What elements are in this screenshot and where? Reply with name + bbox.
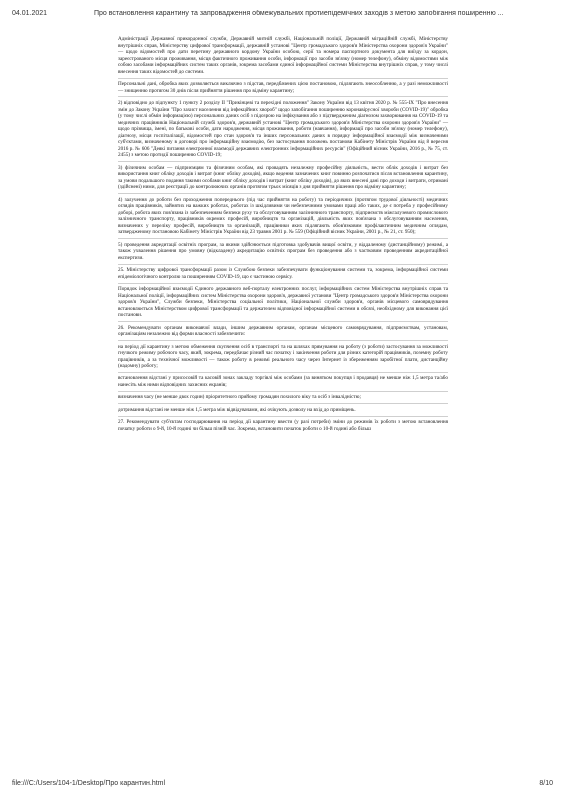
document-body <box>118 36 448 432</box>
divider <box>118 161 448 162</box>
divider <box>118 403 448 404</box>
divider <box>118 340 448 341</box>
paragraph: визначення часу (не менше двох годин) пріоритетного прийому громадян похилого віку та осіб з інвалідністю; <box>118 394 361 401</box>
paragraph: 27. Рекомендувати суб'єктам господарювання на період дії карантину ввести (у разі потреби) зміни до режимів їх роботи з метою встановлення початку роботи о 9-й, 10-й годині чи більш пізній час. Зокрема, встановити початок роботи о 10-й годині або більш <box>118 419 448 432</box>
divider <box>118 96 448 97</box>
paragraph: на період дії карантину з метою обмеження скупчення осіб в транспорті та на шляхах прямування на роботу (з роботи) застосування за можливості гнучкого режиму робочого часу, який, зокрема, передбачає різний час початку і закінчення роботи для різних категорій працівників, поземну роботу працівників, а за технічної можливості — також роботу в режимі реального часу через Інтернет із збереженням заробітної плати, дистанційну (надомну) роботу; <box>118 343 448 370</box>
divider <box>118 238 448 239</box>
paragraph: 5) проведення акредитації освітніх програм, за якими здійснюється підготовка здобувачів вищої освіти, у віддаленому (дистанційному) режимі, а також ухвалення рішення про умовну (відкладену) акредитацію освітніх програм без проведення або з частковим проведенням акредитаційної експертизи. <box>118 241 448 261</box>
paragraph: Порядок інформаційної взаємодії Єдиного державного веб-порталу електронних послуг, інформаційних систем Міністерства внутрішніх справ та Національної поліції, інформаційних систем Міністерства охорони здоров'я, державної установи "Центр громадського здоров'я Міністерства охорони здоров'я України", Служби безпеки, Міністерства соціальної політики, Національної служби здоров'я, органів місцевого самоврядування встановлюється Міністерством цифрової трансформації та держателем відповідної інформаційної системи в обсязі, необхідному для виконання цієї постанови. <box>118 286 448 319</box>
divider <box>118 78 448 79</box>
file-path: file:///C:/Users/104-1/Desktop/Про карантин.html <box>12 780 166 787</box>
page-number: 8/10 <box>539 780 553 787</box>
divider <box>118 283 448 284</box>
paragraph: Персональні дані, обробка яких дозволяється виключно з підстав, передбачених цією постановою, підлягають знеособленню, а у разі неможливості — знищенню протягом 30 днів після прийняття рішення про відміну карантину; <box>118 81 448 94</box>
print-date: 04.01.2021 <box>12 10 48 17</box>
print-title: Про встановлення карантину та запровадження обмежувальних протиепідемічних заходів з метою запобігання поширенню ... <box>94 10 504 17</box>
divider <box>118 372 448 373</box>
divider <box>118 264 448 265</box>
divider <box>118 321 448 322</box>
divider <box>118 416 448 417</box>
paragraph: 3) фізичним особам — підприємцям та фізичним особам, які провадять незалежну професійну діяльність, вести облік доходів і витрат без використання книг обліку доходів і витрат (книг обліку доходів), якщо ведення зазначених книг повинно розпочатися після встановлення карантину, за умови подальшого подання такими особами книг обліку доходів і витрат (книг обліку доходів), до яких внесені дані про доходи і витрати, отримані (здійснені) ними, для реєстрації до контролюючих органів протягом трьох місяців з дня прийняття рішення про відміну карантину; <box>118 164 448 191</box>
paragraph: дотримання відстані не менше ніж 1,5 метра між відвідувачами, які очікують дозволу на вхід до приміщень. <box>118 406 356 413</box>
paragraph: 25. Міністерству цифрової трансформації разом із Службою безпеки забезпечувати функціонування системи та, зокрема, інформаційної системи епідеміологічного контролю за поширенням COVID-19, що є частиною сервісу. <box>118 267 448 280</box>
paragraph: встановлення відстані у присосовій та касовій зонах закладу торгівлі між особами (за винятком покупця і продавця) не менше ніж 1,5 метра та/або нанесіть між ними відповідних захисних екранів; <box>118 375 448 389</box>
paragraph: 4) залучення до роботи без проходження попереднього (під час прийняття на роботу) та періодичних (протягом трудової діяльності) медичних оглядів працівників, зайнятих на важких роботах, роботах із шкідливими чи небезпечними умовами праці або таких, де є потреба у професійному доборі, робота яких пов'язана із забезпеченням безпеки руху та обслуговуванням залізничного транспорту, підприємств міжгалузевого промислового залізничного транспорту, працівників окремих професій, виробництв та організацій, діяльність яких пов'язана з обслуговуванням населення, визначених у переліку професій, виробництв та організацій, працівники яких підлягають обов'язковим профілактичним медичним оглядам, затвердженому постановою Кабінету Міністрів України від 23 травня 2001 р. № 559 (Офіційний вісник України, 2001 р., № 21, ст. 950); <box>118 196 448 236</box>
divider <box>118 391 448 392</box>
divider <box>118 193 448 194</box>
paragraph: 26. Рекомендувати органам виконавчої влади, іншим державним органам, органам місцевого самоврядування, підприємствам, установам, організаціям незалежно від форми власності забезпечити: <box>118 324 448 338</box>
paragraph: Адміністрації Державної прикордонної служби, Державній митній службі, Національній поліції, Державній міграційній службі, Міністерству внутрішніх справ, Міністерству цифрової трансформації, державній установі "Центр громадського здоров'я Міністерства охорони здоров'я України" — щодо відомостей про дати перетину державного кордону України особою, серії та номера паспортного документа для виїзду за кордон, зареєстрованого місця проживання, місця фактичного проживання особи, інформації про засоби зв'язку (номер телефону), обміну відомостями між собою засобами інформаційних систем таких органів, зокрема засобами єдиної інформаційної системи Міністерства внутрішніх справ, у тому числі внесення таких відомостей до системи. <box>118 36 448 75</box>
paragraph: 2) відповідно до підпункту 1 пункту 2 розділу II "Прикінцеві та перехідні положення" Закону України від 13 квітня 2020 р. № 555-IX "Про внесення змін до Закону України "Про захист населення від інфекційних хвороб" щодо запобігання поширенню коронавірусної хвороби (COVID-19)" обробка (у тому числі обмін інформацією) персональних даних осіб з підозрою на інфікування або з підтвердженим діагнозом захворювання на COVID-19 та медичних працівників Національній службі здоров'я, державній установі "Центр громадського здоров'я Міністерства охорони здоров'я України" — щодо прізвища, імені, по батькові особи, дати народження, місця проживання, роботи (навчання), інформації про засоби зв'язку (номер телефону), діагнозу, місця госпіталізації, відомостей про стан здоров'я та інших персональних даних в порядку інформаційної взаємодії між визначеними суб'єктами, визначеному в договорі про інформаційну взаємодію, без застосування положень постанови Кабінету Міністрів України від 8 вересня 2016 р. № 606 "Деякі питання електронної взаємодії державних електронних інформаційних ресурсів" (Офіційний вісник України, 2016 р., № 75, ст. 2455) з метою протидії поширенню COVID-19; <box>118 99 448 159</box>
